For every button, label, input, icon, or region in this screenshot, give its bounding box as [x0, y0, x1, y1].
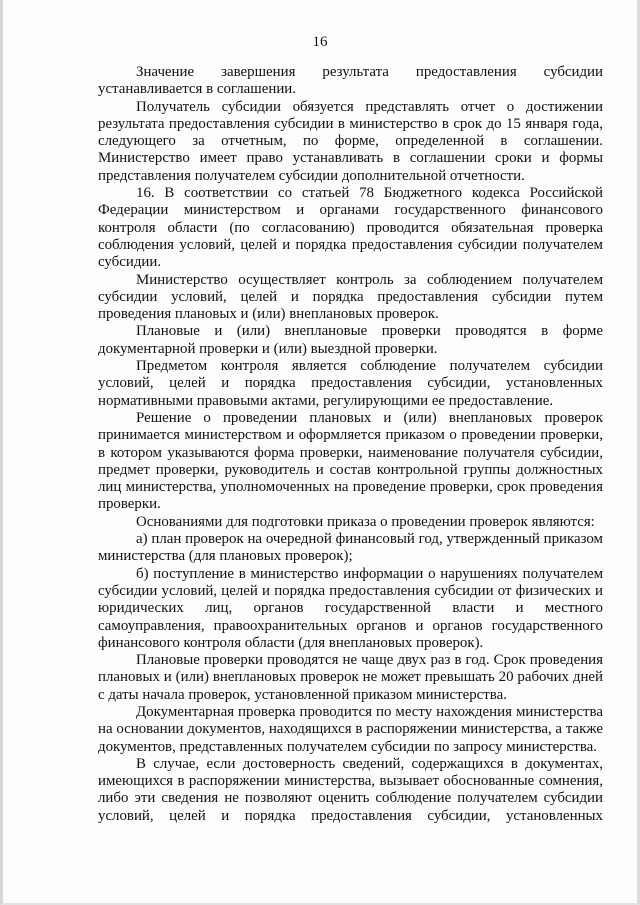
paragraph-inspection-frequency: Плановые проверки проводятся не чаще двух раз в год. Срок проведения плановых и (или) внеплановых проверок не может превышать 20 рабочих дней с даты начала проверок, установленной приказом министерства.: [98, 652, 603, 703]
document-body: [98, 64, 603, 825]
paragraph-ground-a: а) план проверок на очередной финансовый год, утвержденный приказом министерства (для плановых проверок);: [98, 531, 603, 565]
paragraph-report-obligation: Получатель субсидии обязуется представлять отчет о достижении результата предоставления субсидии в министерство в срок до 15 января года, следующего за отчетным, по форме, определенной в соглашении. Министерство имеет право устанавливать в соглашении сроки и формы представления получателем субсидии дополнительной отчетности.: [98, 98, 603, 184]
paragraph-control-subject: Предметом контроля является соблюдение получателем субсидии условий, целей и порядка предоставления субсидии, установленных нормативными правовыми актами, регулирующими ее предоставление.: [98, 358, 603, 409]
paragraph-16-budget-code: 16. В соответствии со статьей 78 Бюджетного кодекса Российской Федерации министерством и органами государственного финансового контроля области (по согласованию) проводится обязательная проверка соблюдения условий, целей и порядка предоставления субсидии получателем субсидии.: [98, 185, 603, 271]
page-number: 16: [312, 34, 328, 50]
paragraph-control: Министерство осуществляет контроль за соблюдением получателем субсидии условий, целей и порядка предоставления субсидии путем проведения плановых и (или) внеплановых проверок.: [98, 271, 603, 323]
paragraph-order-grounds: Основаниями для подготовки приказа о проведении проверок являются:: [136, 513, 595, 530]
paragraph-documentary-check: Документарная проверка проводится по месту нахождения министерства на основании документов, находящихся в распоряжении министерства, а также документов, представленных получателем субсидии по запросу министерства.: [98, 703, 603, 755]
paragraph-result-value: Значение завершения результата предоставления субсидии устанавливается в соглашении.: [98, 64, 603, 98]
paragraph-inspection-decision: Решение о проведении плановых и (или) внеплановых проверок принимается министерством и оформляется приказом о проведении проверки, в котором указываются форма проверки, наименование получателя субсидии, предмет проверки, руководитель и состав контрольной группы должностных лиц министерства, уполномоченных на проведение проверки, срок проведения проверки.: [98, 409, 603, 513]
paragraph-ground-b: б) поступление в министерство информации о нарушениях получателем субсидии условий, целей и порядка предоставления субсидии от физических и юридических лиц, органов государственной власти и местного самоуправления, правоохранительных органов и органов государственного финансового контроля области (для внеплановых проверок).: [98, 565, 603, 651]
paragraph-inspection-forms: Плановые и (или) внеплановые проверки проводятся в форме документарной проверки и (или) выездной проверки.: [98, 323, 603, 357]
paragraph-doubts-case: В случае, если достоверность сведений, содержащихся в документах, имеющихся в распоряжении министерства, вызывает обоснованные сомнения, либо эти сведения не позволяют оценить соблюдение получателем субсидии условий, целей и порядка предоставления субсидии, установленных: [98, 755, 603, 824]
